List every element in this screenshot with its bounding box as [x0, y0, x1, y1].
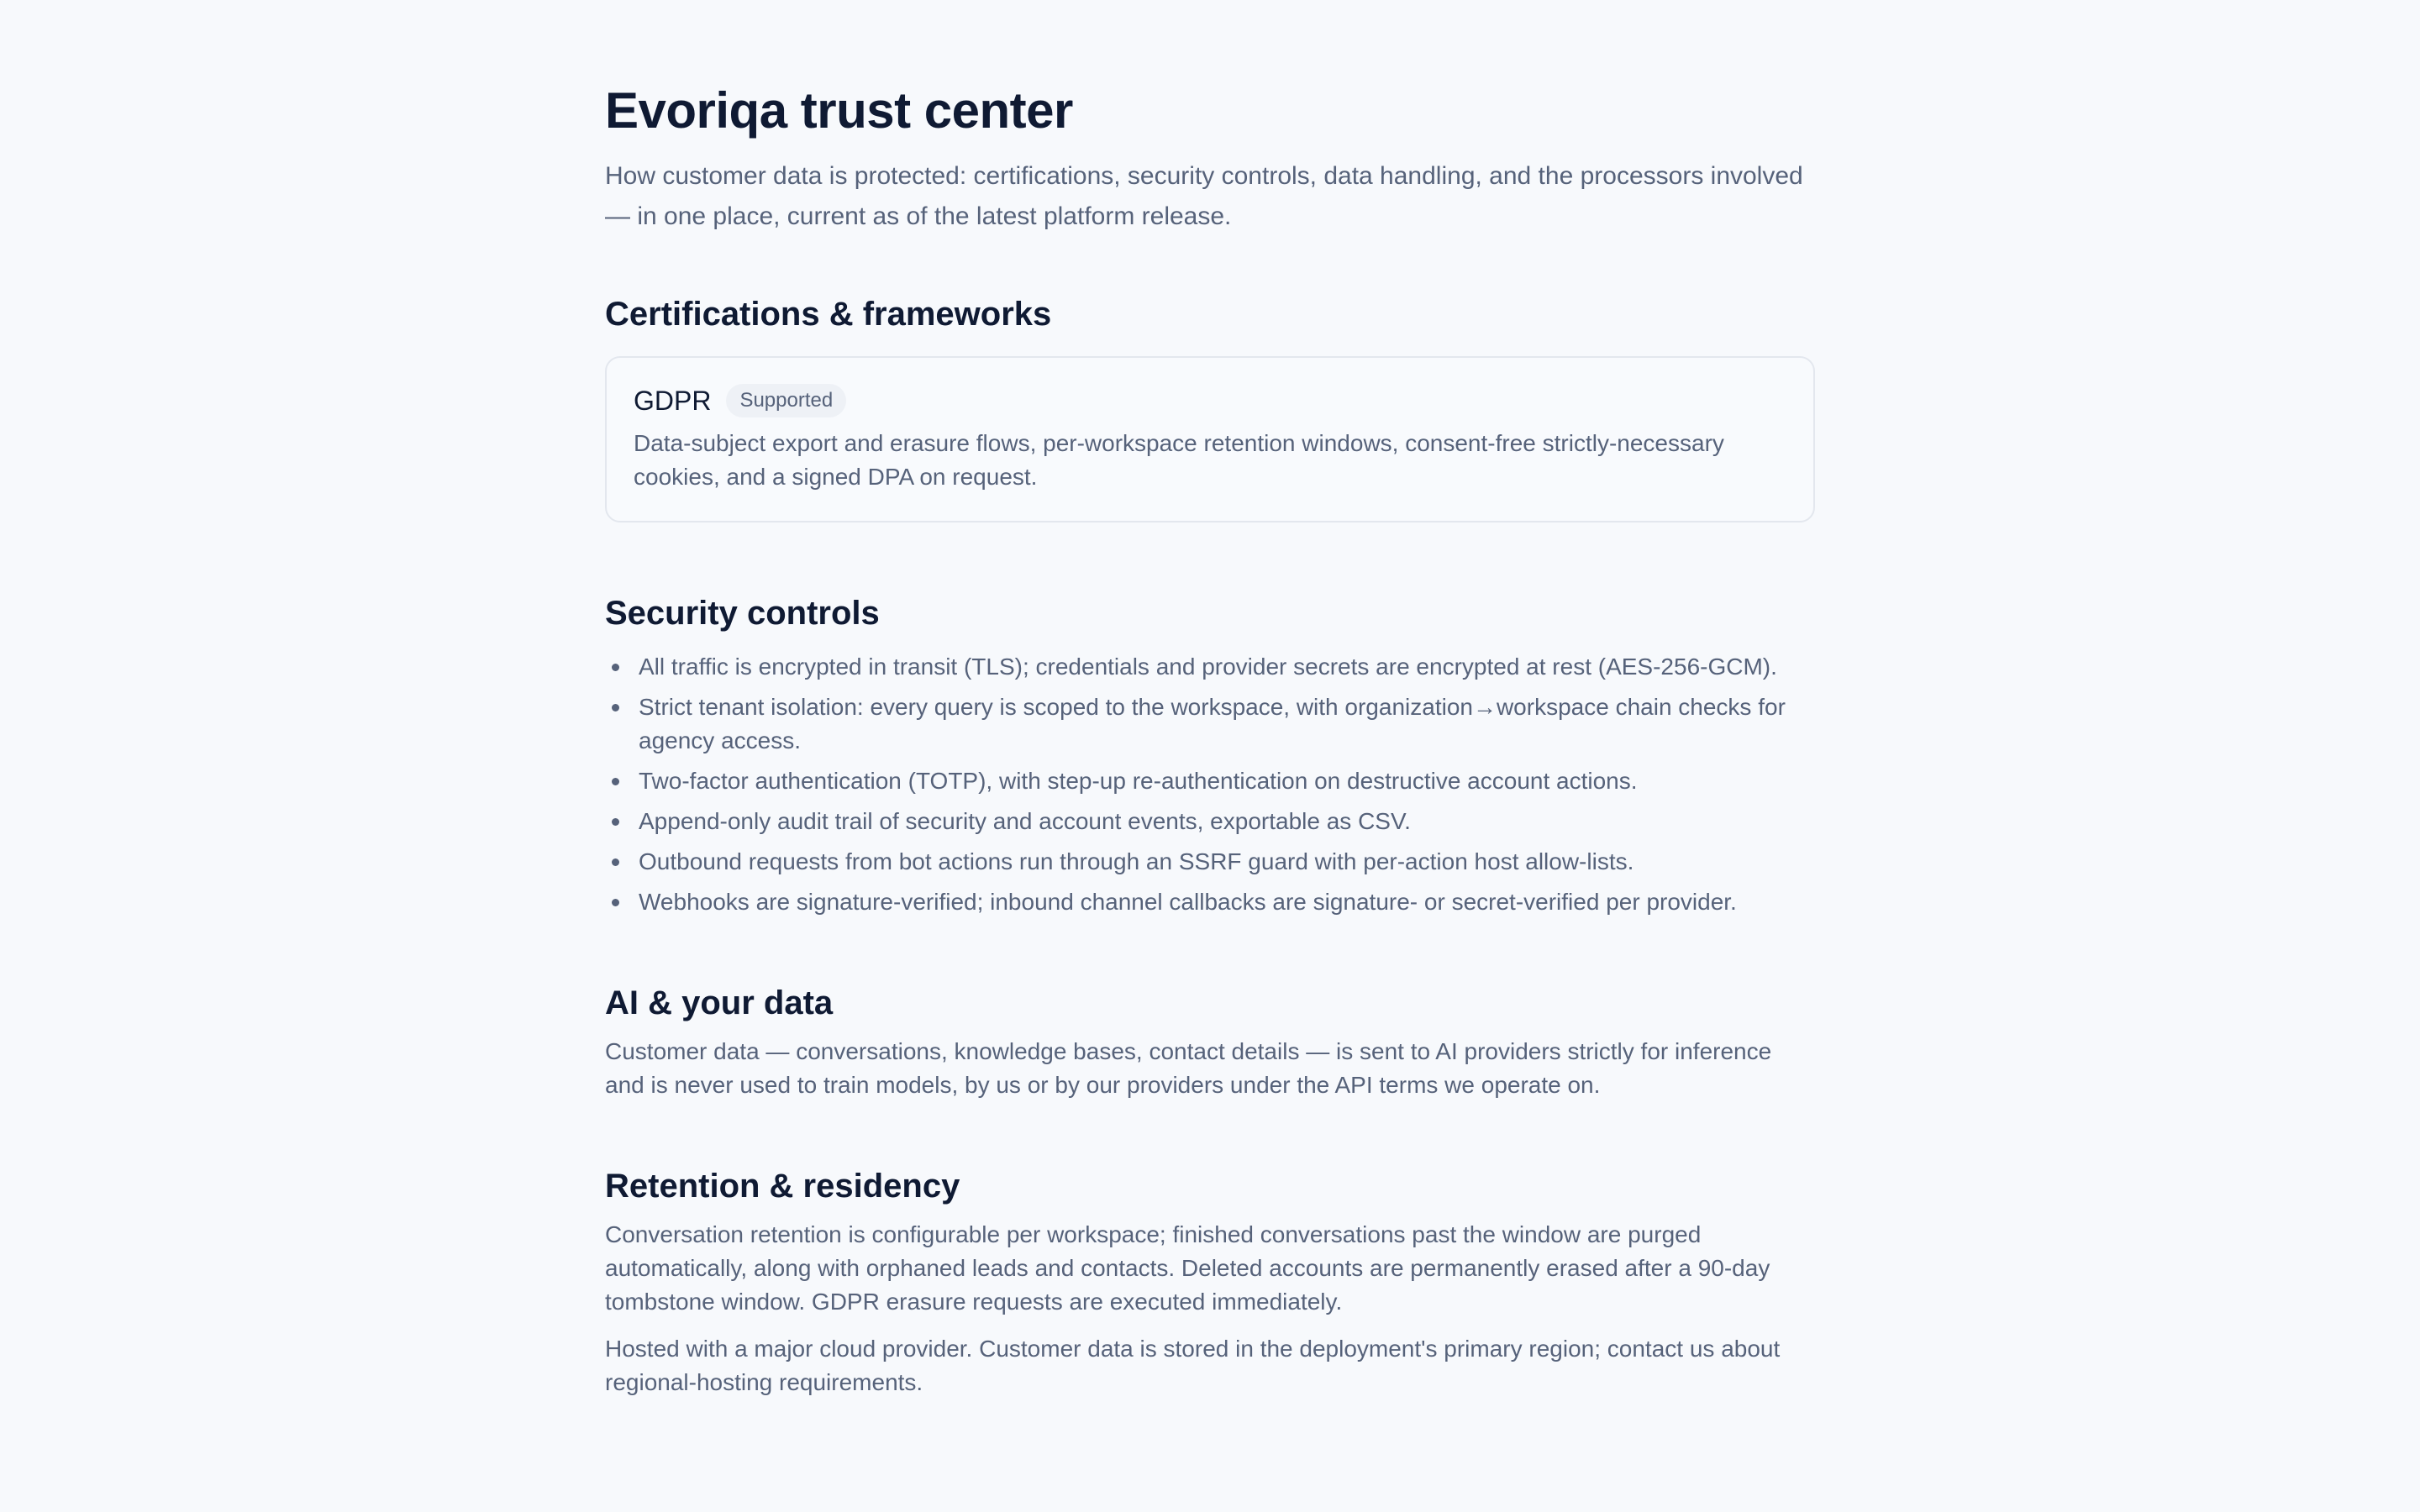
bullet-icon	[612, 778, 619, 785]
security-controls-list	[605, 650, 1815, 919]
residency-paragraph: Hosted with a major cloud provider. Customer data is stored in the deployment's primary region; contact us about regional-hosting requirements.	[605, 1336, 1781, 1395]
page-subtitle: How customer data is protected: certifications, security controls, data handling, and the processors involved — in one place, current as of the latest platform release.	[605, 162, 1803, 230]
certification-description: Data-subject export and erasure flows, per-workspace retention windows, consent-free strictly-necessary cookies, and a signed DPA on request.	[634, 430, 1724, 490]
ai-data-heading: AI & your data	[605, 984, 834, 1021]
retention-heading: Retention & residency	[605, 1168, 960, 1205]
security-controls-section	[605, 591, 1815, 919]
list-item	[605, 764, 1815, 798]
list-item-text: Append-only audit trail of security and account events, exportable as CSV.	[639, 808, 1411, 834]
status-badge: Supported	[726, 384, 846, 417]
list-item-text: Outbound requests from bot actions run through an SSRF guard with per-action host allow-lists.	[639, 848, 1634, 874]
page-title: Evoriqa trust center	[605, 82, 1073, 139]
bullet-icon	[612, 899, 619, 906]
certification-card-header	[634, 383, 1786, 418]
list-item	[605, 805, 1815, 838]
certification-name: GDPR	[634, 386, 712, 416]
bullet-icon	[612, 704, 619, 711]
bullet-icon	[612, 858, 619, 866]
certification-card-gdpr	[605, 356, 1815, 522]
list-item-text: Strict tenant isolation: every query is scoped to the workspace, with organization→workspace chain checks for agency access.	[639, 694, 1786, 753]
list-item-text: Two-factor authentication (TOTP), with step-up re-authentication on destructive account actions.	[639, 768, 1638, 794]
retention-paragraph: Conversation retention is configurable per workspace; finished conversations past the window are purged automatically, along with orphaned leads and contacts. Deleted accounts are permanently erased after a 90-day tombstone window. GDPR erasure requests are executed immediately.	[605, 1221, 1770, 1315]
trust-center-page	[605, 0, 1815, 1399]
list-item	[605, 690, 1815, 758]
certifications-section	[605, 292, 1815, 522]
list-item	[605, 845, 1815, 879]
retention-section	[605, 1164, 1815, 1399]
ai-data-section	[605, 981, 1815, 1102]
ai-data-body: Customer data — conversations, knowledge bases, contact details — is sent to AI providers strictly for inference and is never used to train models, by us or by our providers under the API terms we operate on.	[605, 1038, 1772, 1098]
list-item	[605, 885, 1815, 919]
security-controls-heading: Security controls	[605, 595, 880, 632]
bullet-icon	[612, 664, 619, 671]
certifications-heading: Certifications & frameworks	[605, 296, 1052, 333]
list-item-text: All traffic is encrypted in transit (TLS); credentials and provider secrets are encrypted at rest (AES-256-GCM).	[639, 654, 1777, 680]
bullet-icon	[612, 818, 619, 826]
list-item	[605, 650, 1815, 684]
list-item-text: Webhooks are signature-verified; inbound channel callbacks are signature- or secret-verified per provider.	[639, 889, 1737, 915]
